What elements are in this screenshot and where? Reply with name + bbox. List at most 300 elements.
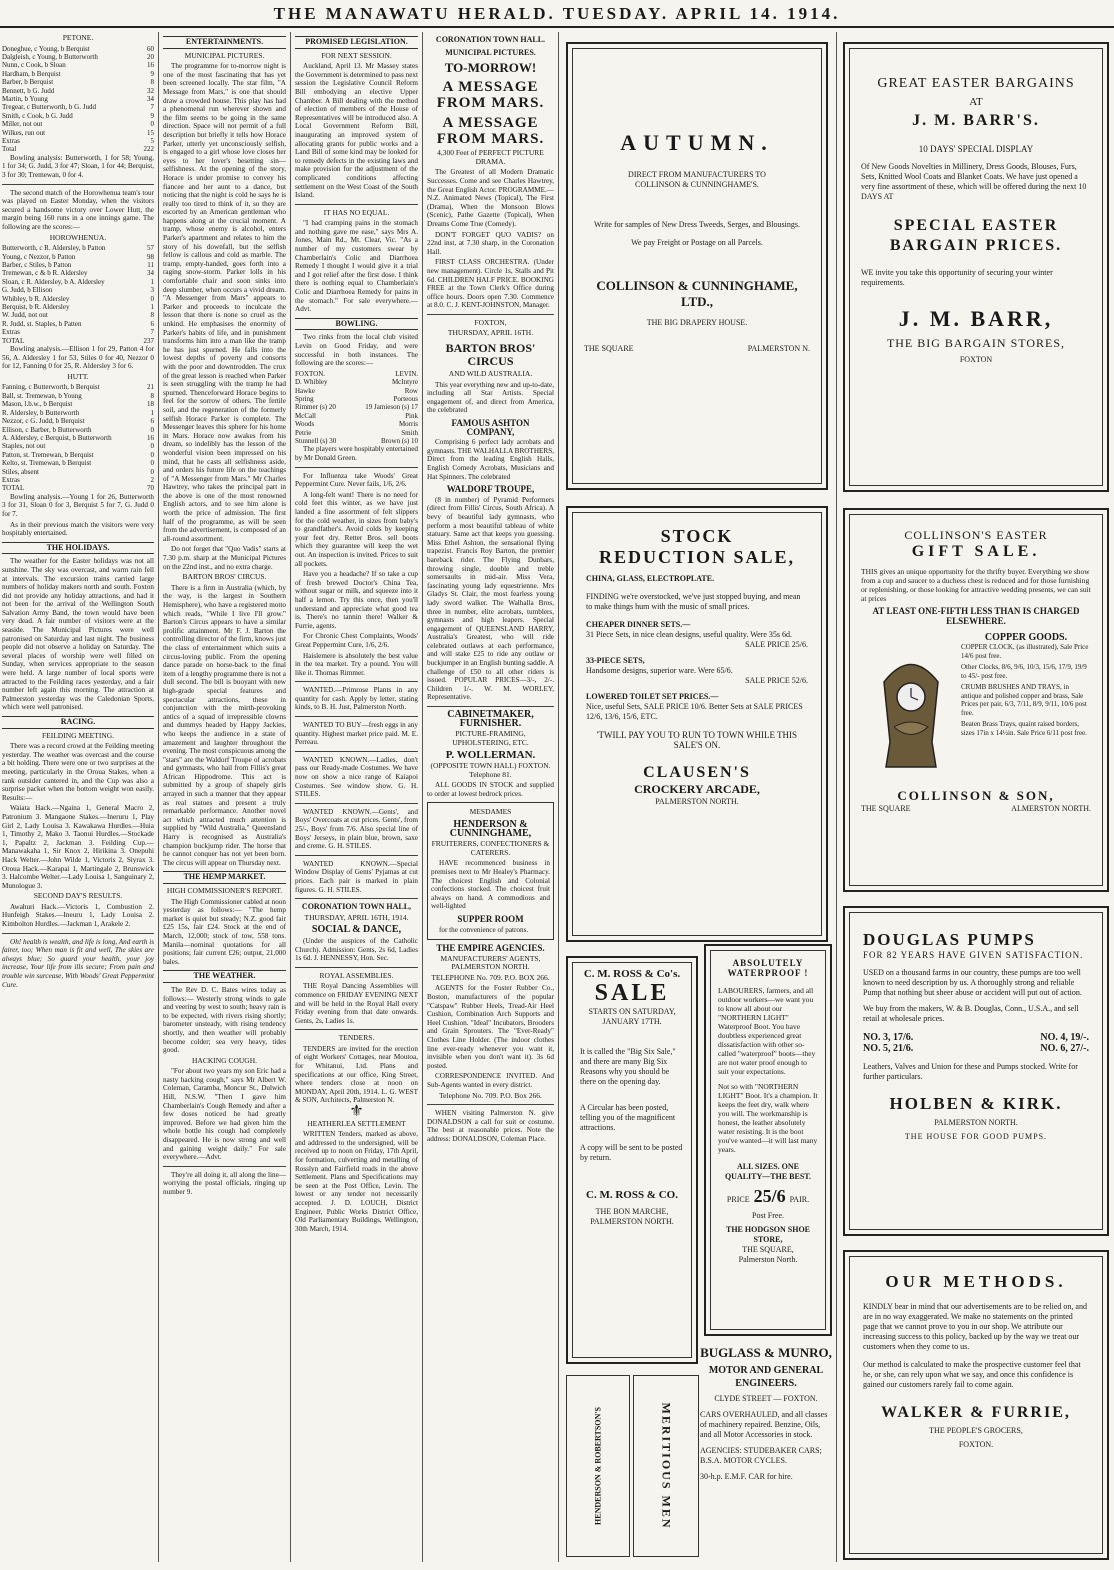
player-runs: 98 [147, 252, 154, 261]
price-row [863, 1043, 1089, 1054]
bowls-cell: Morris [398, 420, 418, 429]
ad-body: FIRST CLASS ORCHESTRA. (Under new management). Circle 1s, Stalls and Pit 6d. CHILDREN HALF PRICE. BOOKING FREE at the Town Clerk's Office during office hours. Doors open 7.30. Commence at 8.0. C. J. KENT-JOHNSTON, Manager. [427, 258, 554, 310]
ad-body: DON'T FORGET QUO VADIS? on 22nd inst, at 7.30 sharp, in the Coronation Hall. [427, 230, 554, 256]
ad-body: WE invite you take this opportunity of securing your winter requirements. [861, 268, 1053, 287]
bowls-row [295, 420, 418, 428]
score-row [2, 320, 154, 328]
player-runs: 0 [150, 120, 154, 129]
divider [295, 467, 418, 468]
player-runs: 0 [150, 425, 154, 434]
ad-line: THE BIG BARGAIN STORES, [886, 336, 1066, 350]
price-row [863, 1032, 1089, 1043]
ad-line: AND WILD AUSTRALIA. [448, 369, 533, 379]
bowls-cell: McIntyre [391, 378, 418, 387]
ad-subtitle: CHINA, GLASS, ELECTROPLATE. [586, 574, 715, 583]
scorecard [2, 244, 154, 345]
ad-body: WRITTEN Tenders, marked as above, and addressed to the undersigned, will be received up to noon on Friday, 17th April, for formation, culverting and metalling of Rosslyn and Fairfield roads in the above Settlement. Plans and Specifications may be seen at the Post Office, Levin. The lowest or any tender not necessarily accepted. J. D. LOUCH, District Engineer, Public Works District Office, Old Parliamentary Buildings, Wellington, 30th March, 1914. [295, 1130, 418, 1233]
advert-notice: A long-felt want! There is no need for cold feet this winter, as we have just landed a fine assortment of felt slippers for the cold weather, in sizes from baby's to grandfather's. Avoid colds by keeping your feet dry. Retter Bros. sell boots which they guarantee will keep the wet out. An inspection is invited. Prices to suit all pockets. [295, 490, 418, 568]
ad-title: COLLINSON'S EASTER [904, 528, 1048, 542]
ad-body: THIS gives an unique opportunity for the thrifty buyer. Everything we show from a cup and saucer to a duchess chest is reduced and for those furnishing or replenishing, or those looking for attractive wedding presents, we can suit at prices [861, 567, 1091, 603]
ad-line: DIRECT FROM MANUFACTURERS TO [628, 170, 766, 179]
player-name: Barber, b Berquist [2, 78, 54, 87]
ad-price: SALE PRICE 52/6. [745, 676, 808, 685]
column-amusements [427, 32, 554, 1567]
score-row [2, 45, 154, 53]
ad-body: 30-h.p. E.M.F. CAR for hire. [700, 1472, 793, 1481]
ad-address: FOXTON. [958, 1440, 994, 1449]
player-runs: 237 [143, 336, 154, 345]
race-results: Waiata Hack.—Ngaina 1, General Macro 2, Patronium 3. Mangaone Stakes.—Ineruru 1, Play Girl 2, Lady Louisa 3. Kawakawa Hurdles.—Huia 1, Timothy 2, Mako 3. Taonui Hurdles.—Stockade 1, Papaltz 2, Jackman 3. Feilding Cup.—Manawakaha 1, Sir Knox 2, Hirikina 3. Onepuhi Hack Welter.—John Wilde 1, Victoris 2, Siyrax 3. Oroua Hack.—Karapai 1, Martingale 2, Brunswick 3. Halcombe Welter.—Lady Louisa 1, Sanguinary 2, Munologue 3. [2, 804, 154, 890]
ad-body: LABOURERS, farmers, and all outdoor workers—we want you to know all about our "NORTHERN LIGHT" Waterproof Boot. You have doubtless experienced great dissatisfaction with other so-called "waterproof" boots—they are not water proof enough to suit your expectations. [718, 986, 816, 1076]
article-text: "For about two years my son Eric had a nasty hacking cough," says Mr Albert W. Coleman, Caramba, Moncur St., Dulwich Hill, N.S.W. "Then I gave him Chamberlain's Cough Remedy and after a few doses noticed he had greatly improved. Before we had given him the whole bottle his cough had completely disappeared. He is now strong and well and gaining weight daily." For sale everywhere.—Advt. [163, 1067, 286, 1162]
bowling-scores [295, 370, 418, 446]
player-runs: 3 [150, 286, 154, 295]
player-name: Doneghue, c Young, b Berquist [2, 44, 90, 53]
ad-heading: TENDERS. [338, 1033, 375, 1043]
column-legislation [295, 32, 418, 1567]
article-text: The second match of the Horowhenua team's tour was played on Easter Monday, when the visitors secured a handsome victory over Lower Hutt, the margin being 160 runs in a one innings game. The following are the scores:— [2, 188, 154, 232]
team-heading: HOROWHENUA. [49, 232, 107, 242]
ad-autumn [566, 42, 828, 490]
player-name: A. Aldersley, c Berquist, b Butterworth [2, 433, 112, 442]
player-name: Butterworth, c R. Aldersley, b Patton [2, 244, 106, 253]
bowls-cell: Hawke [295, 386, 315, 395]
player-name: Mason, l.b.w., b Berquist [2, 400, 73, 409]
article-text: There is a firm in Australia (which, by the way, is the largest in Southern Hemisphere), who have a registered motto which reads, "While I live I'll grow." Barton's Circus appears to have a similar prolific attainment. Mr F. J. Barton the controlling director of the firm, knows just the class of entertainment which suits a circus-loving public. From the opening dance parade on horse-back to the final item of a lengthy programme there is not a dull second. The bill is buoyant with new high-grade special features and spectacular attractions, these in conjunction with the mirth-provoking antics of a squad of irrepressible clowns and dummys headed by Happy Jackies, who keeps the audience in a state of amazement and laughter throughout the evening. The most conspicuous among the "stars" are the Waldorf Troupe of acrobats and gymnasts, who hail from Fillis's great African Hippodrome. This act is submitted by a group of shapely girls arrayed in such a manner that they appear as real statues and present a truly remarkable performance. Another novel act which attracted much attention is supplied by "Wild Australia," Queensland Harry is recognised as Australia's champion buckjump rider. The horse that he cannot conquer has not yet been born. The circus will appear on Thursday next. [163, 583, 286, 867]
classified-ad: WANTED.—Primrose Plants in any quantity for cash. Apply by letter, stating kinds, to B. H. Just, Palmerston North. [295, 686, 418, 712]
score-row [2, 87, 154, 95]
section-heading: BOWLING. [295, 318, 418, 331]
ad-body: Leathers, Valves and Union for these and Pumps stocked. Write for further particulars. [863, 1062, 1078, 1081]
ad-firm: WALKER & FURRIE, [881, 1404, 1071, 1421]
player-name: Staples, not out [2, 442, 46, 451]
ad-firm: COLLINSON & SON, [897, 788, 1055, 803]
player-runs: 11 [147, 261, 154, 270]
ad-body: AGENCIES: STUDEBAKER CARS; B.S.A. MOTOR CYCLES. [700, 1446, 822, 1465]
divider [295, 855, 418, 856]
article-text: There was a record crowd at the Feilding meeting yesterday. The weather was overcast and the course a bit holding. There were one or two surprises at the meeting, particularly in the Oroua Stakes, when a rank outsider cantered in, and the Cup was also a surprise packet when the bottom weight won easily. Results:— [2, 742, 154, 802]
score-row [2, 286, 154, 294]
player-runs: 8 [150, 391, 154, 400]
ad-headline: SPECIAL EASTER BARGAIN PRICES. [889, 217, 1063, 254]
player-name: Ball, st. Tremewan, b Young [2, 391, 82, 400]
player-name: Ellison, c Barber, b Butterworth [2, 425, 92, 434]
ad-title: A MESSAGE FROM MARS. [436, 79, 545, 112]
ad-body: Nice, useful Sets, SALE PRICE 10/6. Better Sets at SALE PRICES 12/6, 13/6, 15/6, ETC. [586, 702, 803, 721]
ad-line: THE BIG DRAPERY HOUSE. [646, 318, 748, 327]
ad-address: CLYDE STREET — FOXTON. [714, 1394, 818, 1403]
price-value: 25/6 [753, 1186, 786, 1206]
bowls-row [295, 412, 418, 420]
section-heading: THE WEATHER. [163, 970, 286, 983]
ad-heading: CORONATION TOWN HALL, [301, 902, 412, 912]
ad-body: ALL GOODS IN STOCK and supplied to order at lowest bedrock prices. [427, 781, 554, 798]
ad-barr [843, 42, 1109, 492]
ad-line: MANUFACTURERS' AGENTS, PALMERSTON NORTH. [440, 953, 541, 972]
score-row [2, 417, 154, 425]
divider [295, 803, 418, 804]
bowls-cell: FOXTON. [295, 369, 326, 378]
ad-firm: CLAUSEN'S [643, 764, 751, 781]
ad-line: THE BON MARCHE, [595, 1207, 669, 1216]
player-runs: 2 [150, 475, 154, 484]
article-text: As in their previous match the visitors were very hospitably entertained. [2, 520, 154, 538]
ad-item-heading: CHEAPER DINNER SETS.— [586, 620, 691, 629]
bowling-analysis: Bowling analysis.—Young 1 for 26, Butterworth 3 for 31, Sloan 0 for 3, Berquist 5 for 7, G. Judd 0 for 7. [2, 492, 154, 518]
player-runs: 34 [147, 269, 154, 278]
section-heading: THE HEMP MARKET. [163, 871, 286, 884]
score-row [2, 459, 154, 467]
player-runs: 1 [150, 303, 154, 312]
bowls-cell: Porteous [393, 395, 418, 403]
ad-line: THURSDAY, APRIL 16TH. [447, 328, 534, 338]
score-row [2, 95, 154, 103]
player-name: Smith, c Cook, b G. Judd [2, 111, 73, 120]
bowls-cell: Woods [295, 420, 315, 429]
ad-body: We pay Freight or Postage on all Parcels. [631, 238, 763, 247]
section-subheading: MUNICIPAL PICTURES. [184, 50, 265, 60]
ad-body: THE Royal Dancing Assemblies will commence on FRIDAY EVENING NEXT and will be held in the Royal Hall every Friday evening from that date onwards. Gents, 2s, Ladies 1s. [295, 982, 418, 1025]
address-right: PALMERSTON N. [747, 344, 810, 353]
ad-address: PALMERSTON NORTH. [590, 1217, 674, 1226]
score-row [2, 278, 154, 286]
ad-title: A MESSAGE FROM MARS. [436, 115, 545, 148]
score-row [2, 476, 154, 484]
ad-body: Handsome designs, superior ware. Were 65/6. [586, 666, 733, 675]
ad-body: Comprising 6 perfect lady acrobats and gymnasts. THE WALHALLA BROTHERS, Direct from the leading English Halls, English Comedy Acrobats, Musicians and Hat Spinners. The celebrated [427, 438, 554, 481]
advert-notice: Have you a headache? If so take a cup of fresh brewed Doctor's China Tea, without sugar or milk, and squeeze into it half a lemon. Try this once, then you'll understand and appreciate what good tea is. There's no tannin there! Walker & Furrie, agents. [295, 570, 418, 630]
ad-line: ALL SIZES. ONE QUALITY—THE BEST. [724, 1162, 812, 1181]
scorecard [2, 45, 154, 154]
advert-notice: Haislemere is absolutely the best value in the tea market. Try a pound. You will like it. Thomas Rimmer. [295, 651, 418, 677]
ad-firm: CROCKERY ARCADE, [634, 782, 760, 796]
player-runs: 1 [150, 277, 154, 286]
player-runs: 7 [150, 328, 154, 337]
bowls-cell: Rimmer (s) 20 [295, 403, 336, 412]
article-text: Auckland, April 13. Mr Massey states the Government is determined to pass next session the Legislative Council Reform Bill embodying an elective Upper Chamber. A Bill dealing with the method of election of members of the House of Representatives will be introduced also. A Local Government Reform Bill, inaugurating an improved system of allocating grants for public works and a Land Bill of some kind may be looked for to remedy defects in the existing laws and make provision for the adjustment of the complicated conditions affecting settlement on the West Coast of the South Island. [295, 62, 418, 200]
ad-stock-reduction [566, 506, 828, 942]
score-row [2, 426, 154, 434]
player-name: W. Judd, not out [2, 311, 48, 320]
bowls-cell: LEVIN. [395, 369, 418, 378]
score-row [2, 484, 154, 492]
ad-body: FINDING we're overstocked, we've just stopped buying, and mean to make things hum with the music of small prices. [586, 592, 801, 611]
address-left: THE SQUARE [861, 804, 911, 813]
ad-line: 4,300 Feet of PERFECT PICTURE DRAMA. [437, 148, 544, 166]
divider [2, 184, 154, 185]
divider [427, 1104, 554, 1105]
ad-vertical-text: MERITIOUS MEN [659, 1402, 674, 1530]
score-row [2, 383, 154, 391]
score-row [2, 434, 154, 442]
article-text: They're all doing it, all along the line—worrying the postal officials, ringing up number 9. [163, 1170, 286, 1196]
ad-heading: ROYAL ASSEMBLIES. [319, 970, 394, 980]
bowls-cell: 19 Jamieson (s) 17 [365, 403, 418, 412]
copper-list [961, 632, 1091, 782]
player-runs: 21 [147, 383, 154, 392]
ad-subtitle: MOTOR AND GENERAL ENGINEERS. [708, 1365, 824, 1389]
ad-body: Our method is calculated to make the prospective customer feel that he, or she, can rely upon what we say, and once this confidence is gained our customers rarely fail to come again. [863, 1360, 1081, 1389]
ad-firm: HOLBEN & KIRK. [889, 1094, 1063, 1113]
ad-address: PALMERSTON NORTH. [934, 1118, 1018, 1127]
classified-ad: WHEN visiting Palmerston N. give DONALDSON a call for suit or costume. The best at reasonable prices. Note the address: DONALDSON, Coleman Place. [427, 1109, 554, 1143]
ad-title: TO-MORROW! [444, 60, 537, 76]
score-row [2, 269, 154, 277]
score-row [2, 129, 154, 137]
ad-title: DOUGLAS PUMPS [863, 930, 1036, 949]
ad-title: ABSOLUTELY WATERPROOF ! [727, 958, 809, 978]
ad-title: OUR METHODS. [885, 1272, 1067, 1291]
ad-item-heading: LOWERED TOILET SET PRICES.— [586, 692, 719, 701]
player-name: Young, c Nezzor, b Patton [2, 252, 76, 261]
score-row [2, 400, 154, 408]
ad-subheading: MUNICIPAL PICTURES. [445, 47, 536, 57]
player-runs: 9 [150, 111, 154, 120]
section-heading: RACING. [2, 716, 154, 729]
ad-copper-section [861, 632, 1091, 782]
price-unit: PAIR. [789, 1195, 810, 1204]
player-runs: 0 [150, 467, 154, 476]
player-name: Tregear, c Butterworth, b G. Judd [2, 103, 96, 112]
ad-line: COLLINSON & CUNNINGHAME'S. [635, 180, 759, 189]
ad-title: SUPPER ROOM [457, 913, 524, 924]
price-label: PRICE [726, 1195, 750, 1204]
ad-body: KINDLY bear in mind that our advertisements are to be relied on, and are in no way exaggerated. We make no statements on the printed page that we cannot prove to you in our shop. We attribute our increasing success to this policy, backed up by the way we treat our customers when they come to us. [863, 1302, 1087, 1351]
ad-firm: C. M. ROSS & CO. [586, 1189, 678, 1201]
ad-title: AUTUMN. [620, 130, 774, 155]
ad-subtitle: COPPER GOODS. [984, 632, 1068, 643]
player-runs: 6 [150, 319, 154, 328]
divider [295, 681, 418, 682]
player-runs: 16 [147, 61, 154, 70]
ad-body: AGENTS for the Foster Rubber Co., Boston, manufacturers of the popular "Catspaw" Rubber Heels, Tread-Air Heel Cushion, Combination Arch Supports and Heel Cushion. "Ideal" Incubators, Brooders and Grain Sprouters. The "Ever-Ready" Clothes Line Holder. (The indoor clothes line ever-ready whenever you want it, invisible when you don't want it). 3s 6d posted. [427, 984, 554, 1070]
bowls-cell: McCall [295, 411, 316, 420]
divider [295, 967, 418, 968]
classified-ad: WANTED KNOWN.—Ladies, don't pass our Ready-made Costumes. We have now on show a nice range of Kaiapoi Costumes. See window show. G. H. STILES. [295, 755, 418, 799]
ad-line: FOXTON, [474, 317, 507, 327]
player-name: Berquist, b R. Aldersley [2, 303, 70, 312]
ad-our-methods [843, 1250, 1109, 1560]
score-row [2, 120, 154, 128]
masthead: THE MANAWATU HERALD. TUESDAY. APRIL 14. 1914. [0, 0, 1114, 28]
boxed-ad [427, 802, 554, 940]
player-runs: 0 [150, 294, 154, 303]
player-runs: 9 [150, 69, 154, 78]
ad-waterproof [704, 944, 832, 1336]
ad-address [584, 344, 810, 354]
bowls-cell: Stunnell (s) 30 [295, 437, 337, 446]
ad-item: CRUMB BRUSHES AND TRAYS, in antique and polished copper and brass, Sale Prices per pair, 6/3, 7/11, 8/9, 9/11, 10/6 post free. [961, 683, 1087, 717]
player-runs: 5 [150, 137, 154, 146]
section-subheading: HIGH COMMISSIONER'S REPORT. [166, 886, 283, 895]
player-name: G. Judd, b Ellison [2, 286, 53, 295]
ad-address [861, 804, 1091, 814]
ad-title: SOCIAL & DANCE, [311, 924, 402, 936]
column-entertainments [163, 32, 286, 1567]
address-left: THE SQUARE [584, 344, 634, 353]
player-name: R. Judd, st. Staples, b Patten [2, 319, 82, 328]
ad-title: FAMOUS ASHTON COMPANY, [451, 418, 530, 437]
clock-icon [876, 642, 946, 772]
player-name: Total [2, 145, 17, 154]
score-row [2, 253, 154, 261]
ad-body: It is called the "Big Six Sale," and there are many Big Six Reasons why you should be there on the opening day. [580, 1047, 676, 1086]
ad-address: FOXTON [959, 355, 993, 364]
ad-line: 10 DAYS' SPECIAL DISPLAY [918, 144, 1034, 154]
player-name: Fanning, c Butterworth, b Berquist [2, 383, 100, 392]
ad-item: COPPER CLOCK, (as illustrated), Sale Price 14/6 post free. [961, 643, 1089, 660]
score-row [2, 244, 154, 252]
score-row [2, 112, 154, 120]
ad-title: SALE [594, 980, 670, 1006]
ad-body: The Greatest of all Modern Dramatic Successes. Come and see Charles Hawtrey, the Great English Actor. PROGRAMME.—N.Z. Animated News (Topical), The First (Drama), When the Monsoon Blows (Scenic), Pathe Gazette (Topical), When Dreams Come True (Comedy). [427, 168, 554, 228]
score-row [2, 61, 154, 69]
ad-body: for the convenience of patrons. [439, 925, 529, 934]
player-name: Bennett, b G. Judd [2, 86, 55, 95]
divider [427, 314, 554, 315]
bowls-row [295, 429, 418, 437]
ad-douglas-pumps [843, 906, 1109, 1236]
column-rule [290, 32, 291, 1562]
bowls-cell: Pink [405, 411, 418, 420]
ad-firm: THE HODGSON SHOE STORE, [725, 1225, 811, 1244]
section-subheading: FEILDING MEETING. [41, 730, 115, 740]
player-name: Nunn, c Cook, b Sloan [2, 61, 66, 70]
ad-body: Of New Goods Novelties in Millinery, Dress Goods, Blouses, Furs, Sets, Knitted Wool Coats and Blanket Coats. We have just opened a very fine assortment of these, which will be offered during the next 10 DAYS AT [861, 162, 1087, 201]
ad-firm: J. M. BARR, [898, 306, 1054, 331]
score-row [2, 295, 154, 303]
player-runs: 0 [150, 459, 154, 468]
scorecard [2, 383, 154, 492]
bowls-cell: Row [404, 386, 418, 395]
article-text: The players were hospitably entertained by Mr Donald Green. [295, 445, 418, 463]
pump-price: NO. 6, 27/-. [1040, 1043, 1089, 1054]
score-row [2, 261, 154, 269]
article-text: The weather for the Easter holidays was not all sunshine. The sky was overcast, and warm rain fell at intervals. The excursion trains carried large numbers of holiday makers north and south. Foxton did not provide any holiday attractions, and had it not been for the arrival of the Wellington South Salvation Army Band, the town would have been very dead. A fair number of visitors were at the seaside. The Municipal Pictures were well patronised on Saturday and last night. The business people did not observe a holiday on Saturday. The several places of worship were well filled on Sunday, when services appropriate to the season were held. A large number of local sports were attracted to the Feilding races yesterday, and a fair number left again this morning. The attraction at Palmerston yesterday was the Caledonian Sports, which were well patronised. [2, 557, 154, 712]
pump-price: NO. 5, 21/6. [863, 1043, 914, 1054]
ad-title: P. WOLLERMAN. [445, 749, 536, 762]
advert-notice: For Chronic Chest Complaints, Woods' Great Peppermint Cure, 1/6, 2/6. [295, 632, 418, 649]
race-results: Awahuri Hack.—Victoris 1, Combustion 2. Hunfeigh Stakes.—Ineuru 1, Lady Louisa 2. Kimbolton Hurdles.—Jackman 1, Arakele 2. [2, 902, 154, 929]
section-subheading: BARTON BROS' CIRCUS. [182, 572, 267, 582]
classified-ad: WANTED TO BUY—fresh eggs in any quantity. Highest market price paid. M. E. Perreau. [295, 721, 418, 747]
bowls-row [295, 370, 418, 378]
ad-vertical-text: HENDERSON & ROBERTSON'S [593, 1407, 603, 1525]
ad-body: We buy from the makers, W. & B. Douglas, Conn., U.S.A., and sell retail at wholesale prices. [863, 1004, 1079, 1023]
player-runs: 34 [147, 95, 154, 104]
divider [163, 1166, 286, 1167]
player-runs: 18 [147, 400, 154, 409]
section-heading: PROMISED LEGISLATION. [295, 36, 418, 49]
advert-notice: For Influenza take Woods' Great Peppermint Cure. Never fails, 1/6, 2/6. [295, 471, 418, 489]
player-runs: 8 [150, 78, 154, 87]
ad-firm: COLLINSON & CUNNINGHAME, LTD., [596, 278, 798, 309]
ad-title: BUGLASS & MUNRO, [700, 1345, 832, 1360]
ad-slogan: 'TWILL PAY YOU TO RUN TO TOWN WHILE THIS SALE'S ON. [596, 730, 798, 750]
column-rule [158, 32, 159, 1562]
divider [295, 1029, 418, 1030]
divider [295, 751, 418, 752]
column-rule [558, 32, 559, 1562]
score-row [2, 468, 154, 476]
poem: Oh! health is wealth, and life is long, And earth is fairer, too; When man is fit and well, The skies are always blue; So guard your health, your joy increase, Your life from ills secure; From pain and trouble win surcease, With Woods' Great Peppermint Cure. [2, 937, 154, 989]
ad-subtitle: FOR 82 YEARS HAVE GIVEN SATISFACTION. [863, 950, 1084, 960]
bowling-analysis: Bowling analysis.—Ellison 1 for 29, Patton 4 for 56, A. Aldersley 1 for 53, Stiles 0 for 40, Nezzor 0 for 12, Fanning 0 for 25, R. Aldersley 3 for 6. [2, 345, 154, 371]
bowls-cell: Smith [401, 428, 418, 437]
player-name: Sloan, c R. Aldersley, b A. Aldersley [2, 277, 105, 286]
article-text: The programme for to-morrow night is one of the most fascinating that has yet been screened locally. The star film, "A Message from Mars," is one that should draw a crowded house. This play has had a phenomenal run wherever shown and the film seems to be going in the same direction. Space will not permit of a full description but briefly it tells how Horace Parker, utterly yet unconsciously selfish, is engaged to a girl whose love closes her eyes to her lover's besetting sin—selfishness. At the opening of the story, Horace is under promise to convey his fiancee and her aunt to a dance, but noticing that the night is cold he says he is really too tired to think of it, so they are escorted by an American gentleman who happens along at the crucial moment. A tramp, whose enemy is alcohol, enters Parker's apartment and relates to him the story of his downfall, but the selfish fellow is callous and cold as marble. The tramp, empty-handed, goes forth into a raging snow-storm. Parker lolls in his comfortable chair and soon sinks into deep slumber, when occurs a vivid dream. "A Messenger from Mars" appears to Parker and proceeds to inculcate the lesson that there is none so cruel as the unkind. He emphasises the enormity of Parker's habits of life, and in punishment transforms him into a man like the tramp he has just spurned. He falls into the lowest depths of poverty and consorts with the poor and downtrodden. The crux of the great lesson is reached when Parker is seen struggling with the tramp he had spurned. Thenceforward Horace begins to feel for the sorrow of others. The fertile soil, and the regeneration of the formerly selfish Horace Parker is complete. The Messenger leaves this sphere for his home in Mars. Horace now awakes from his dream, so indelibly has the lesson of the wonderful vision been impressed on his mind, that he casts all selfishness aside, and orders his future life on the teachings of "A Messenger from Mars." Mr Charles Hawtrey, who takes the principal part in the above is one of the most renowned English actors, and to see him alone is worth the price of admission. The first half of the programme, as will be seen from the advertisement, is composed of an all-round assortment. [163, 62, 286, 543]
score-row [2, 392, 154, 400]
article-text: Two rinks from the local club visited Levin on Good Friday, and were successful in both instances. The following are the scores:— [295, 333, 418, 368]
score-row [2, 103, 154, 111]
ad-line: THE PEOPLE'S GROCERS, [929, 1426, 1023, 1435]
player-runs: 6 [150, 417, 154, 426]
ad-line: THE SQUARE, [742, 1245, 794, 1254]
column-rule [422, 32, 423, 1562]
clock-illustration [861, 632, 961, 782]
divider [295, 204, 418, 205]
ad-vertical-henderson [566, 1375, 630, 1557]
player-runs: 15 [147, 128, 154, 137]
classified-ad: WANTED KNOWN.—Special Window Display of Gents' Pyjamas at cut prices. Each pair is marked in plain figures. G. H. STILES. [295, 859, 418, 894]
article-text: Do not forget that "Quo Vadis" starts at 7.30 p.m. sharp at the Municipal Pictures on the 22nd inst., and no extra charge. [163, 545, 286, 571]
score-row [2, 409, 154, 417]
section-subheading: IT HAS NO EQUAL. [323, 207, 390, 217]
coat-of-arms-icon: ⚜ [349, 1103, 364, 1121]
ad-title: GIFT SALE. [911, 543, 1041, 560]
divider [427, 706, 554, 707]
ad-body: (8 in number) of Pyramid Performers (direct from Fillis' Circus, South Africa). A bevy of beautiful lady gymnasts, who perform a most beautiful tableau of white statuary. Same act that keeps you guessing. Miss Ethel Ashton, the sensational flying trapezist. Francis Roy Barton, the premier bareback rider. The Flying Dunbars, throwing single, double and treble somersaults in mid-air. Miss Vera, fascinating young lady equestrienne. Mrs Gladys St. Clair, the most fearless young lady sword walker. The Walhalla Bros, three in number, elite acrobats, tumblers, gymnasts and high leapers. Special engagement of QUEENSLAND HARRY, Australia's Greatest, who will ride celebrated outlaws at each performance, and will stake £25 to ride any outlaw or buckjumper in an English bunting saddle. A challenge of £50 to all other riders is issued. POPULAR PRICES—3/-, 2/-. Children 1/-. W. M. WORLEY, Representative. [427, 495, 554, 702]
ad-title: THE EMPIRE AGENCIES. [436, 943, 545, 954]
ad-body: 31 Piece Sets, in nice clean designs, useful quality. Were 35s 6d. [586, 630, 792, 639]
ad-title: BARTON BROS' CIRCUS [445, 341, 536, 369]
score-row [2, 311, 154, 319]
score-row [2, 70, 154, 78]
ad-title: STOCK [660, 526, 734, 546]
ad-body: CORRESPONDENCE INVITED. And Sub-Agents wanted in every district. [427, 1072, 554, 1089]
player-runs: 0 [150, 450, 154, 459]
score-row [2, 451, 154, 459]
ad-body: This year everything new and up-to-date, including all Star Artists. Special engagement of, and direct from America, the celebrated [427, 380, 554, 415]
ad-price-row [718, 1186, 818, 1207]
ad-line: Telephone No. 709. P.O. Box 266. [439, 1090, 542, 1100]
ad-item: Beaten Brass Trays, quaint raised borders, sizes 17in x 14½in. Sale Price 6/11 post free. [961, 720, 1087, 737]
article-text: The High Commissioner cabled at noon yesterday as follows:— "The hemp market is quiet but steady; N.Z. good fair £25 15s, fair £24. Stock at the end of March, 12,000; stock of tow, 558 tons. Manila—nominal quotations for all positions; fair current £26; output, 21,000 bales. [163, 897, 286, 966]
ad-line: TELEPHONE No. 709. P.O. BOX 266. [431, 972, 550, 982]
column-sports [2, 32, 154, 1567]
score-row [2, 442, 154, 450]
ad-title: C. M. ROSS & Co's. [583, 968, 681, 980]
player-name: Miller, not out [2, 120, 43, 129]
bowls-cell: Petrie [295, 428, 312, 437]
ad-body: USED on a thousand farms in our country, these pumps are too well known to need description by us. A thoroughly strong and reliable Pump that nothing but sheer abuse or accident will put out of action. [863, 968, 1082, 997]
bowls-row [295, 378, 418, 386]
section-subheading: SECOND DAY'S RESULTS. [33, 891, 123, 901]
score-row [2, 137, 154, 145]
score-row [2, 145, 154, 153]
ad-address: Palmerston North. [738, 1255, 798, 1264]
player-runs: 1 [150, 408, 154, 417]
player-runs: 60 [147, 44, 154, 53]
bowls-cell: Spring [295, 395, 314, 403]
bowls-row [295, 395, 418, 403]
ad-vertical-meritious [633, 1375, 699, 1557]
player-name: Nezzor, c G. Judd, b Berquist [2, 417, 85, 426]
player-name: Extras [2, 328, 20, 337]
ad-date: THURSDAY, APRIL 16TH, 1914. [304, 912, 409, 922]
player-runs: 20 [147, 53, 154, 61]
ad-title: GREAT EASTER BARGAINS [877, 76, 1075, 91]
